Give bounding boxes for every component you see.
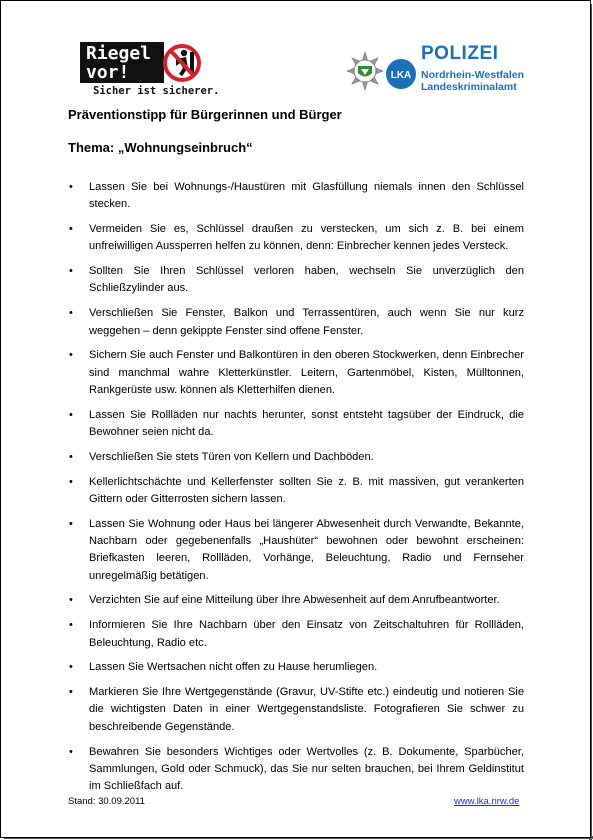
bullet-icon: • <box>69 686 73 699</box>
list-item <box>68 592 524 609</box>
riegel-wordmark-line1: Riegel <box>86 43 152 64</box>
list-item-text: Verschließen Sie Fenster, Balkon und Terrassentüren, auch wenn Sie nur kurz weggehen – denn gekippte Fenster sind offene Fenster. <box>89 307 524 337</box>
list-item <box>68 449 524 466</box>
list-item <box>68 221 524 256</box>
bullet-icon: • <box>69 307 73 320</box>
lka-badge-text: LKA <box>390 70 412 81</box>
list-item <box>68 617 524 652</box>
list-item <box>68 179 524 214</box>
list-item-text: Lassen Sie Wertsachen nicht offen zu Hause herumliegen. <box>89 661 378 674</box>
website-link[interactable]: www.lka.nrw.de <box>454 796 520 807</box>
bullet-icon: • <box>69 475 73 488</box>
bullet-icon: • <box>69 408 73 421</box>
bullet-icon: • <box>69 265 73 278</box>
list-item <box>68 305 524 340</box>
list-item <box>68 659 524 676</box>
polizei-nrw-logo <box>337 42 537 102</box>
list-item-text: Lassen Sie Rollläden nur nachts herunter, sonst entsteht tagsüber der Eindruck, die Bewohner seien nicht da. <box>89 408 524 439</box>
list-item <box>68 407 524 442</box>
bullet-icon: • <box>69 181 73 193</box>
bullet-icon: • <box>69 349 73 362</box>
list-item-text: Markieren Sie Ihre Wertgegenstände (Gravur, UV-Stifte etc.) eindeutig und notieren Sie die wichtigsten Daten in einer Wertgegenstandsliste. Fotografieren Sie schwer zu beschreibende Gegenstände. <box>89 686 524 733</box>
bullet-icon: • <box>69 745 73 758</box>
list-item-text: Sollten Sie Ihren Schlüssel verloren haben, wechseln Sie unverzüglich den Schließzylinder aus. <box>89 265 524 295</box>
list-item-text: Sichern Sie auch Fenster und Balkontüren in den oberen Stockwerken, denn Einbrecher sind manchmal wahre Kletterkünstler. Leitern, Gartenmöbel, Kisten, Mülltonnen, Rankgerüste usw. können als Kletterhilfen dienen. <box>89 349 524 396</box>
list-item <box>68 684 524 736</box>
bullet-icon: • <box>69 594 73 607</box>
list-item <box>68 347 524 399</box>
riegel-wordmark-line2: vor! <box>86 62 130 83</box>
tips-list <box>68 179 524 803</box>
bullet-icon: • <box>69 661 73 674</box>
polizei-title: POLIZEI <box>421 43 499 64</box>
list-item <box>68 474 524 509</box>
document-heading: Präventionstipp für Bürgerinnen und Bürger <box>68 107 342 122</box>
list-item <box>68 516 524 585</box>
list-item-text: Informieren Sie Ihre Nachbarn über den Einsatz von Zeitschaltuhren für Rollläden, Beleuchtung, Radio etc. <box>89 619 524 649</box>
list-item-text: Verschließen Sie stets Türen von Kellern und Dachböden. <box>89 450 374 463</box>
list-item-text: Verzichten Sie auf eine Mitteilung über Ihre Abwesenheit auf dem Anrufbeantworter. <box>89 594 500 607</box>
polizei-agency: Landeskriminalamt <box>421 81 517 93</box>
riegel-wordmark <box>80 42 164 83</box>
list-item-text: Lassen Sie Wohnung oder Haus bei längerer Abwesenheit durch Verwandte, Bekannte, Nachbarn oder gegebenenfalls „Haushüter“ bewohnen oder bewohnt erscheinen: Briefkasten leeren, Rollläden, Vorhänge, Beleuchtung, Radio und Fernseher unregelmäßig betätigen. <box>89 517 524 582</box>
riegel-vor-logo <box>80 42 220 100</box>
list-item-text: Vermeiden Sie es, Schlüssel draußen zu verstecken, um sich z. B. bei einem unfreiwilligen Aussperren helfen zu können, denn: Einbrecher kennen jedes Versteck. <box>89 223 524 253</box>
bullet-icon: • <box>69 517 73 530</box>
bullet-icon: • <box>69 619 73 632</box>
bullet-icon: • <box>69 223 73 236</box>
bullet-icon: • <box>69 450 73 463</box>
riegel-tagline: Sicher ist sicherer. <box>93 85 220 97</box>
list-item-text: Bewahren Sie besonders Wichtiges oder Wertvolles (z. B. Dokumente, Sparbücher, Sammlungen, Gold oder Schmuck), das Sie nur selten brauchen, bei Ihrem Geldinstitut im Schließfach auf. <box>89 745 524 793</box>
list-item <box>68 263 524 298</box>
polizei-state: Nordrhein-Westfalen <box>421 69 525 81</box>
list-item-text: Kellerlichtschächte und Kellerfenster sollten Sie z. B. mit massiven, gut verankerten Gittern oder Gitterrosten sichern lassen. <box>89 475 524 505</box>
list-item <box>68 744 524 796</box>
no-burglar-sign-icon <box>162 42 202 84</box>
police-star-badge-icon <box>337 42 417 100</box>
document-theme: Thema: „Wohnungseinbruch“ <box>68 140 253 155</box>
document-date: Stand: 30.09.2011 <box>68 796 145 807</box>
list-item-text: Lassen Sie bei Wohnungs-/Haustüren mit Glasfüllung niemals innen den Schlüssel stecken. <box>89 181 524 211</box>
